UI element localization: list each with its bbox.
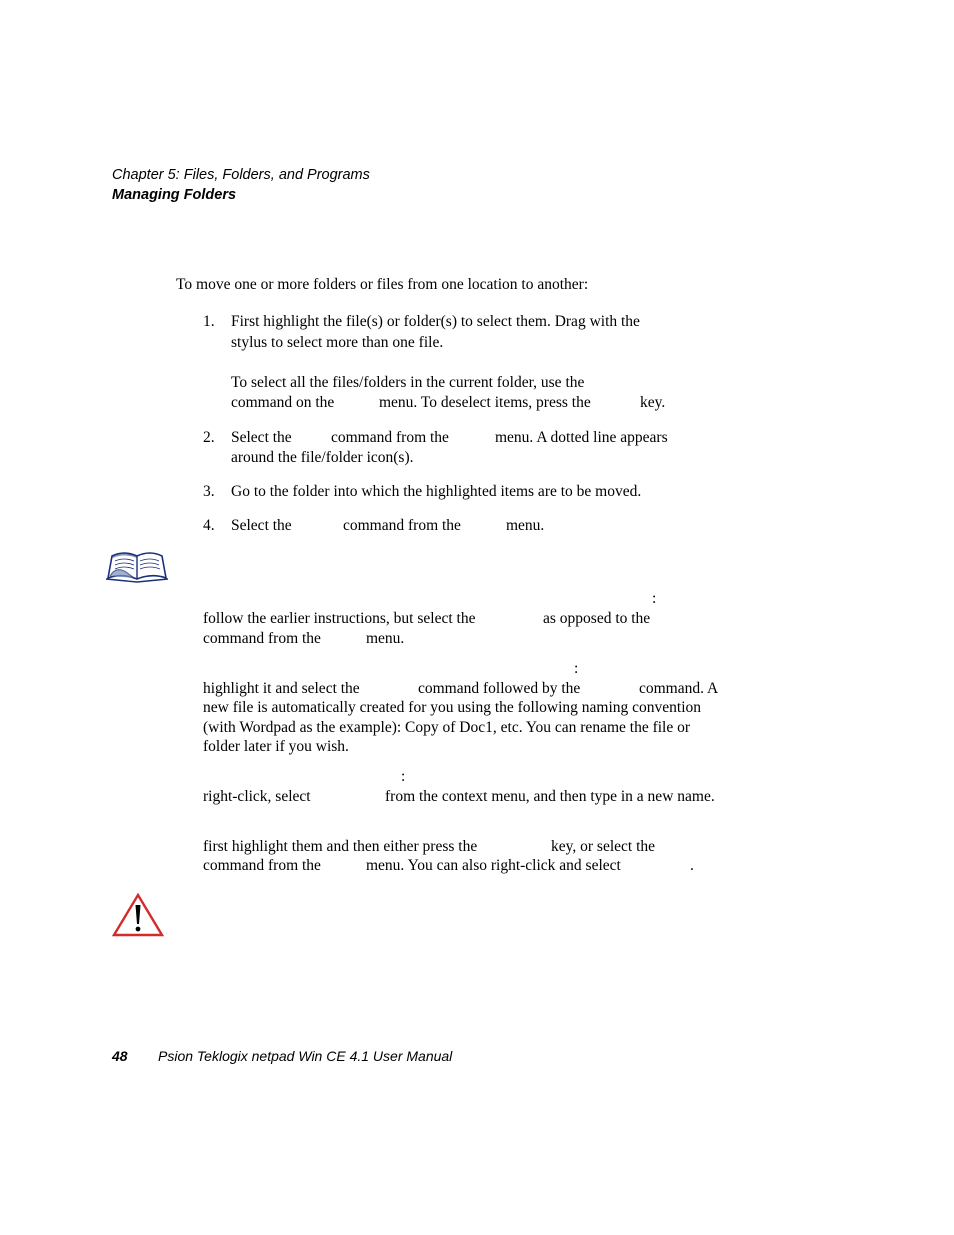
step-3-line-1: Go to the folder into which the highlighted items are to be moved.	[231, 483, 642, 500]
step-1-sub-line-2a: command on the	[231, 394, 335, 411]
note-p4-line-1b: key, or select the	[551, 838, 656, 855]
step-2-b: command from the	[331, 429, 449, 446]
step-4-b: command from the	[343, 517, 461, 534]
open-book-icon	[104, 548, 170, 584]
note-p1-line-1b: as opposed to the	[543, 610, 651, 627]
step-1-number: 1.	[203, 313, 215, 330]
note-p1-line-2a: command from the	[203, 630, 321, 647]
step-3-number: 3.	[203, 483, 215, 500]
step-1-line-1: First highlight the file(s) or folder(s) to select them. Drag with the	[231, 313, 640, 330]
manual-title: Psion Teklogix netpad Win CE 4.1 User Manual	[158, 1048, 453, 1064]
note-p2-line-4: folder later if you wish.	[203, 738, 349, 755]
page-number: 48	[112, 1048, 128, 1064]
step-1-sub-line-2b: menu. To deselect items, press the	[379, 394, 591, 411]
step-2-line-2: around the file/folder icon(s).	[231, 449, 414, 466]
note-p1-line-2b: menu.	[366, 630, 405, 647]
note-p2-line-1b: command followed by the	[418, 680, 581, 697]
note-p2-line-1c: command. A	[639, 680, 719, 697]
note-colon-1: :	[652, 590, 657, 607]
section-title: Managing Folders	[112, 187, 237, 203]
note-p1-line-1a: follow the earlier instructions, but select the	[203, 610, 476, 627]
warning-triangle-icon	[112, 893, 164, 937]
step-1-sub-line-2c: key.	[640, 394, 666, 411]
note-p4-line-2b: menu. You can also right-click and select	[366, 857, 621, 874]
step-4-number: 4.	[203, 517, 215, 534]
step-1-sub-line-1: To select all the files/folders in the current folder, use the	[231, 374, 585, 391]
note-p3-line-1a: right-click, select	[203, 788, 311, 805]
step-1-line-2: stylus to select more than one file.	[231, 334, 444, 351]
note-colon-3: :	[401, 768, 406, 785]
step-2-a: Select the	[231, 429, 292, 446]
note-p3-line-1b: from the context menu, and then type in a new name.	[385, 788, 715, 805]
note-p2-line-2: new file is automatically created for you using the following naming convention	[203, 699, 702, 716]
step-2-c: menu. A dotted line appears	[495, 429, 668, 446]
step-4-a: Select the	[231, 517, 292, 534]
note-p2-line-3: (with Wordpad as the example): Copy of Doc1, etc. You can rename the file or	[203, 719, 691, 736]
chapter-title: Chapter 5: Files, Folders, and Programs	[112, 167, 370, 183]
note-p2-line-1a: highlight it and select the	[203, 680, 360, 697]
note-p4-line-2c: .	[690, 857, 694, 874]
note-p4-line-2a: command from the	[203, 857, 321, 874]
note-p4-line-1a: first highlight them and then either press the	[203, 838, 478, 855]
intro-text: To move one or more folders or files from one location to another:	[176, 276, 589, 293]
note-colon-2: :	[574, 660, 579, 677]
step-4-c: menu.	[506, 517, 545, 534]
step-2-number: 2.	[203, 429, 215, 446]
